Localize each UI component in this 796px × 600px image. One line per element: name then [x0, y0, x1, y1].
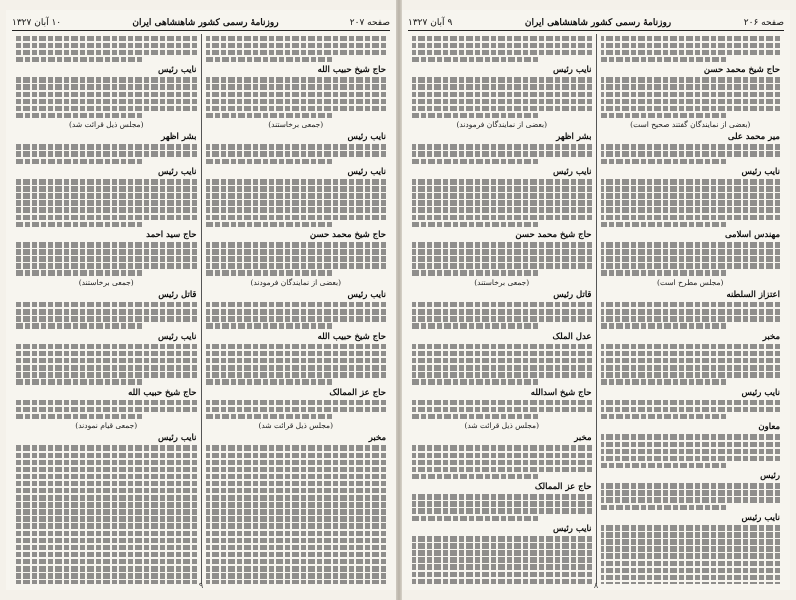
text-line — [16, 372, 197, 378]
text-line — [412, 365, 592, 371]
text-line — [16, 193, 197, 199]
parenthetical-note: (بعضی از نمایندگان فرمودند) — [456, 120, 547, 130]
speaker-heading: نایب رئیس — [553, 65, 592, 76]
left-page-header — [12, 16, 390, 31]
text-line — [412, 508, 592, 514]
parenthetical-note: (مجلس مطرح است) — [657, 277, 724, 287]
text-line — [601, 242, 781, 248]
text-line — [601, 159, 727, 165]
speaker-heading: قاتل رئیس — [553, 289, 592, 300]
text-line — [206, 302, 387, 308]
speaker-heading: نایب رئیس — [741, 513, 780, 524]
parenthetical-note: (مجلس ذیل قرائت شد) — [69, 120, 144, 130]
text-line — [206, 523, 387, 529]
text-line — [16, 552, 197, 558]
text-line — [601, 490, 781, 496]
right-page-header — [408, 16, 784, 31]
text-line — [601, 546, 781, 552]
text-line — [412, 494, 592, 500]
text-line — [412, 179, 592, 185]
text-line — [601, 414, 727, 420]
text-line — [16, 516, 197, 522]
speaker-heading: حاج شیخ حبیب الله — [128, 387, 197, 398]
text-line — [16, 400, 197, 406]
text-line — [206, 186, 387, 192]
text-line — [206, 509, 387, 515]
text-line — [412, 379, 538, 385]
left-page-column-2 — [12, 34, 202, 584]
text-line — [206, 488, 387, 494]
text-line — [601, 179, 781, 185]
text-line — [412, 256, 592, 262]
speaker-heading: رئیس — [760, 471, 780, 482]
left-page-number: صفحه ۲۰۷ — [349, 18, 390, 28]
speaker-heading: حاج عز الممالک — [534, 482, 592, 493]
speaker-heading: نایب رئیس — [347, 289, 386, 300]
text-line — [601, 144, 781, 150]
text-line — [16, 249, 197, 255]
text-line — [601, 575, 781, 581]
text-line — [16, 99, 197, 105]
text-line — [16, 36, 197, 42]
text-line — [412, 77, 592, 83]
text-line — [206, 77, 387, 83]
text-line — [206, 495, 387, 501]
left-page-newspaper-title: روزنامهٔ رسمی کشور شاهنشاهی ایران — [132, 18, 279, 28]
text-line — [412, 557, 592, 563]
text-line — [206, 372, 387, 378]
text-line — [412, 372, 592, 378]
text-line — [206, 84, 387, 90]
text-line — [412, 467, 592, 473]
speaker-heading: عدل الملک — [552, 331, 592, 342]
text-line — [206, 407, 387, 413]
text-line — [601, 365, 781, 371]
speaker-heading: نایب رئیس — [553, 167, 592, 178]
text-line — [601, 92, 781, 98]
text-line — [206, 545, 387, 551]
text-line — [16, 222, 142, 228]
text-line — [412, 57, 538, 63]
text-line — [16, 316, 197, 322]
text-line — [206, 316, 387, 322]
speaker-heading: حاج عز الممالک — [329, 387, 386, 398]
text-line — [16, 453, 197, 459]
text-line — [16, 77, 197, 83]
text-line — [206, 351, 387, 357]
text-line — [601, 302, 781, 308]
text-line — [16, 502, 197, 508]
parenthetical-note: (مجلس ذیل قرائت شد) — [258, 421, 333, 431]
text-line — [601, 351, 781, 357]
text-line — [206, 400, 387, 406]
text-line — [412, 249, 592, 255]
parenthetical-note: (جمعی برخاستند) — [474, 277, 530, 287]
text-line — [16, 113, 142, 119]
text-line — [412, 309, 592, 315]
text-line — [412, 400, 592, 406]
text-line — [206, 242, 387, 248]
text-line — [601, 379, 727, 385]
speaker-heading: نایب رئیس — [741, 387, 780, 398]
text-line — [16, 323, 142, 329]
text-line — [412, 407, 592, 413]
text-line — [601, 323, 727, 329]
text-line — [412, 84, 592, 90]
speaker-heading: مخبر — [762, 331, 780, 342]
speaker-heading: مخبر — [368, 433, 386, 444]
right-page-footer-number: ۸ — [593, 581, 599, 590]
text-line — [16, 144, 197, 150]
text-line — [206, 502, 387, 508]
right-page-columns — [408, 34, 784, 584]
text-line — [601, 456, 781, 462]
text-line — [601, 151, 781, 157]
text-line — [601, 43, 781, 49]
text-line — [206, 249, 387, 255]
text-line — [412, 536, 592, 542]
text-line — [412, 351, 592, 357]
text-line — [206, 445, 387, 451]
text-line — [206, 379, 332, 385]
speaker-heading: حاج سید احمد — [146, 230, 197, 241]
text-line — [16, 159, 142, 165]
text-line — [601, 57, 727, 63]
text-line — [16, 186, 197, 192]
text-line — [601, 483, 781, 489]
text-line — [601, 532, 781, 538]
text-line — [16, 207, 197, 213]
speaker-heading: معاون — [758, 422, 780, 433]
text-line — [206, 256, 387, 262]
text-line — [601, 36, 781, 42]
text-line — [16, 379, 142, 385]
text-line — [601, 358, 781, 364]
text-line — [206, 344, 387, 350]
speaker-heading: حاج شیخ محمد حسن — [309, 230, 386, 241]
text-line — [16, 474, 197, 480]
text-line — [16, 573, 197, 579]
text-line — [206, 43, 387, 49]
text-line — [206, 179, 387, 185]
text-line — [16, 57, 142, 63]
text-line — [206, 92, 387, 98]
text-line — [206, 531, 387, 537]
text-line — [206, 270, 332, 276]
text-line — [16, 481, 197, 487]
text-line — [412, 193, 592, 199]
text-line — [412, 113, 538, 119]
text-line — [412, 99, 592, 105]
parenthetical-note: (جمعی برخاستند) — [268, 120, 324, 130]
text-line — [412, 50, 592, 56]
text-line — [412, 222, 538, 228]
text-line — [412, 144, 592, 150]
parenthetical-note: (بعضی از نمایندگان گفتند صحیح است) — [630, 120, 751, 130]
left-page-columns — [12, 34, 390, 584]
text-line — [16, 43, 197, 49]
text-line — [601, 463, 727, 469]
text-line — [601, 256, 781, 262]
text-line — [16, 407, 197, 413]
text-line — [412, 543, 592, 549]
speaker-heading: نایب رئیس — [553, 524, 592, 535]
parenthetical-note: (مجلس ذیل قرائت شد) — [464, 421, 539, 431]
text-line — [412, 453, 592, 459]
parenthetical-note: (جمعی قیام نمودند) — [75, 421, 138, 431]
text-line — [16, 50, 197, 56]
text-line — [601, 84, 781, 90]
text-line — [412, 242, 592, 248]
speaker-heading: نایب رئیس — [158, 433, 197, 444]
text-line — [206, 50, 387, 56]
left-page-date: ۱۰ آبان ۱۳۲۷ — [12, 18, 62, 28]
text-line — [16, 509, 197, 515]
text-line — [16, 566, 197, 572]
text-line — [16, 106, 197, 112]
text-line — [601, 222, 727, 228]
text-line — [206, 57, 332, 63]
text-line — [412, 460, 592, 466]
text-line — [412, 474, 538, 480]
text-line — [601, 113, 727, 119]
text-line — [601, 344, 781, 350]
text-line — [206, 460, 387, 466]
text-line — [601, 186, 781, 192]
text-line — [16, 445, 197, 451]
text-line — [412, 207, 592, 213]
text-line — [412, 186, 592, 192]
text-line — [206, 559, 387, 565]
text-line — [601, 263, 781, 269]
speaker-heading: حاج شیخ اسدالله — [530, 387, 592, 398]
speaker-heading: مخبر — [574, 433, 592, 444]
text-line — [16, 358, 197, 364]
speaker-heading: حاج شیخ محمد حسن — [703, 65, 780, 76]
text-line — [412, 564, 592, 570]
speaker-heading: حاج شیخ محمد حسن — [515, 230, 592, 241]
text-line — [412, 572, 592, 578]
text-line — [412, 92, 592, 98]
parenthetical-note: (جمعی برخاستند) — [78, 277, 134, 287]
text-line — [601, 309, 781, 315]
text-line — [601, 505, 727, 511]
text-line — [412, 43, 592, 49]
book-gutter — [396, 0, 402, 600]
text-line — [601, 200, 781, 206]
right-page-newspaper-title: روزنامهٔ رسمی کشور شاهنشاهی ایران — [524, 18, 672, 28]
text-line — [16, 460, 197, 466]
text-line — [206, 99, 387, 105]
speaker-heading: مهندس اسلامی — [724, 230, 780, 241]
text-line — [16, 179, 197, 185]
text-line — [601, 525, 781, 531]
text-line — [601, 207, 781, 213]
text-line — [206, 538, 387, 544]
speaker-heading: حاج شیخ حبیب الله — [317, 65, 386, 76]
text-line — [206, 159, 332, 165]
text-line — [206, 323, 332, 329]
text-line — [16, 344, 197, 350]
text-line — [16, 495, 197, 501]
text-line — [16, 559, 197, 565]
text-line — [16, 263, 197, 269]
text-line — [16, 151, 197, 157]
text-line — [206, 566, 387, 572]
text-line — [601, 316, 781, 322]
speaker-heading: نایب رئیس — [347, 132, 386, 143]
text-line — [601, 270, 727, 276]
text-line — [16, 467, 197, 473]
text-line — [16, 488, 197, 494]
text-line — [412, 516, 538, 522]
text-line — [412, 414, 538, 420]
text-line — [206, 358, 387, 364]
left-page-column-1 — [202, 34, 391, 584]
text-line — [16, 414, 142, 420]
text-line — [412, 263, 592, 269]
text-line — [206, 453, 387, 459]
text-line — [601, 568, 781, 574]
text-line — [601, 442, 781, 448]
text-line — [601, 561, 781, 567]
text-line — [16, 309, 197, 315]
text-line — [412, 106, 592, 112]
text-line — [206, 200, 387, 206]
right-page-number: صفحه ۲۰۶ — [743, 18, 784, 28]
text-line — [206, 414, 332, 420]
text-line — [206, 151, 387, 157]
text-line — [412, 550, 592, 556]
text-line — [412, 501, 592, 507]
text-line — [412, 159, 538, 165]
text-line — [601, 449, 781, 455]
right-page — [402, 10, 790, 590]
text-line — [16, 270, 142, 276]
left-page — [6, 10, 396, 590]
speaker-heading: حاج شیخ حبیب الله — [317, 331, 386, 342]
text-line — [601, 249, 781, 255]
text-line — [412, 323, 538, 329]
text-line — [16, 545, 197, 551]
text-line — [206, 309, 387, 315]
text-line — [16, 302, 197, 308]
speaker-heading: نایب رئیس — [741, 167, 780, 178]
parenthetical-note: (بعضی از نمایندگان فرمودند) — [250, 277, 341, 287]
text-line — [206, 263, 387, 269]
text-line — [412, 215, 592, 221]
text-line — [601, 407, 781, 413]
speaker-heading: نایب رئیس — [158, 65, 197, 76]
text-line — [16, 215, 197, 221]
text-line — [412, 358, 592, 364]
text-line — [412, 36, 592, 42]
right-page-column-1 — [597, 34, 785, 584]
speaker-heading: نایب رئیس — [158, 331, 197, 342]
text-line — [206, 365, 387, 371]
text-line — [16, 84, 197, 90]
text-line — [601, 539, 781, 545]
text-line — [16, 531, 197, 537]
text-line — [412, 151, 592, 157]
speaker-heading: اعتزاز السلطنه — [726, 289, 780, 300]
text-line — [601, 193, 781, 199]
text-line — [206, 207, 387, 213]
text-line — [206, 215, 387, 221]
speaker-heading: بشر اظهر — [161, 132, 197, 143]
speaker-heading: نایب رئیس — [347, 167, 386, 178]
text-line — [412, 344, 592, 350]
text-line — [412, 270, 538, 276]
speaker-heading: قاتل رئیس — [158, 289, 197, 300]
text-line — [601, 99, 781, 105]
text-line — [601, 434, 781, 440]
text-line — [601, 77, 781, 83]
text-line — [412, 302, 592, 308]
text-line — [206, 36, 387, 42]
speaker-heading: میر محمد علی — [727, 132, 780, 143]
text-line — [206, 573, 387, 579]
text-line — [601, 50, 781, 56]
text-line — [206, 552, 387, 558]
text-line — [206, 474, 387, 480]
text-line — [412, 445, 592, 451]
left-page-footer-number: ۹ — [198, 581, 204, 590]
text-line — [601, 400, 781, 406]
text-line — [16, 523, 197, 529]
text-line — [601, 497, 781, 503]
text-line — [601, 372, 781, 378]
speaker-heading: نایب رئیس — [158, 167, 197, 178]
text-line — [601, 553, 781, 559]
text-line — [16, 365, 197, 371]
text-line — [206, 144, 387, 150]
right-page-date: ۹ آبان ۱۳۲۷ — [408, 18, 453, 28]
text-line — [16, 256, 197, 262]
text-line — [601, 215, 781, 221]
text-line — [412, 200, 592, 206]
text-line — [412, 316, 592, 322]
text-line — [16, 200, 197, 206]
text-line — [206, 481, 387, 487]
text-line — [16, 92, 197, 98]
text-line — [206, 467, 387, 473]
text-line — [16, 351, 197, 357]
text-line — [206, 106, 387, 112]
text-line — [16, 242, 197, 248]
text-line — [206, 193, 387, 199]
text-line — [206, 516, 387, 522]
text-line — [206, 222, 332, 228]
text-line — [601, 106, 781, 112]
right-page-column-2 — [408, 34, 597, 584]
text-line — [206, 113, 332, 119]
speaker-heading: بشر اظهر — [556, 132, 592, 143]
text-line — [16, 538, 197, 544]
